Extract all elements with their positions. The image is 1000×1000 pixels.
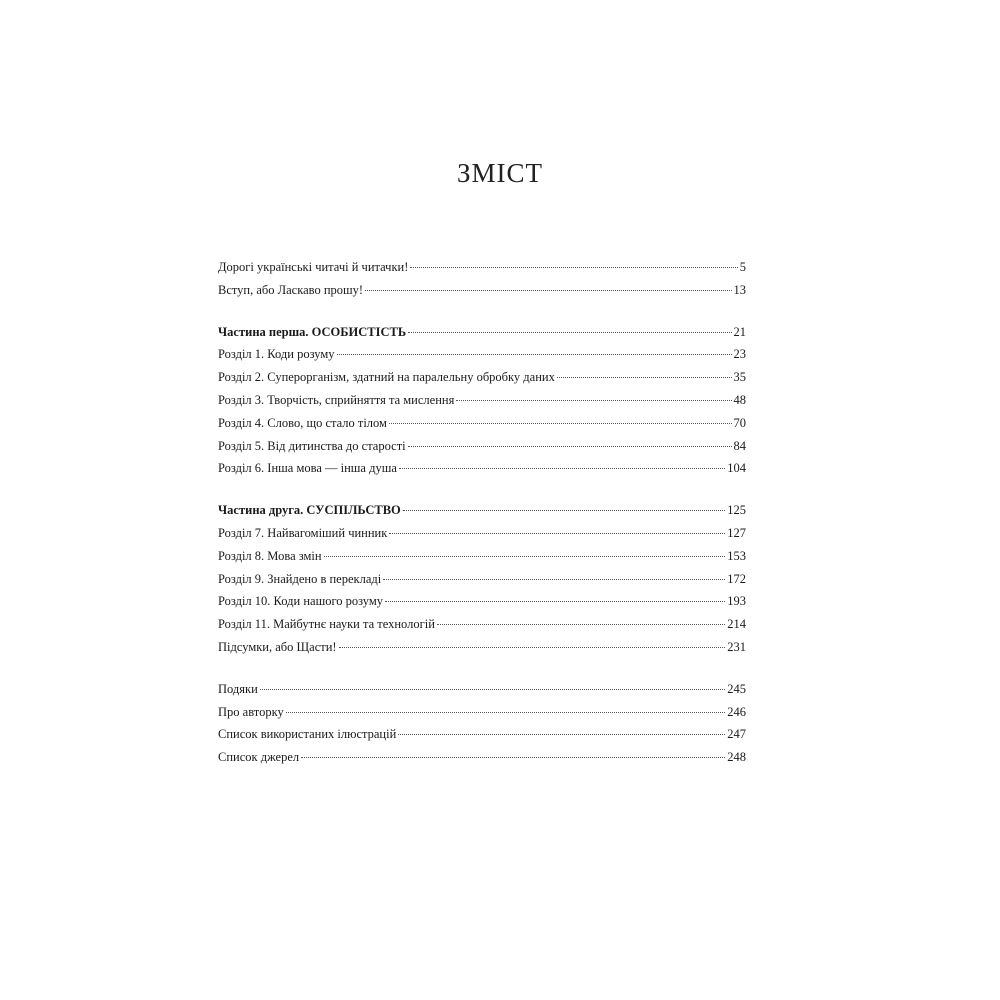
toc-entry xyxy=(218,723,746,746)
dot-leader xyxy=(324,556,726,557)
toc-entry xyxy=(218,389,746,412)
toc-entry-label: Вступ, або Ласкаво прошу! xyxy=(218,282,364,297)
toc-entry-page-number: 193 xyxy=(727,594,746,609)
dot-leader xyxy=(557,377,732,378)
toc-entry xyxy=(218,701,746,724)
toc-entry-label: Розділ 11. Майбутнє науки та технологій xyxy=(218,617,435,632)
dot-leader xyxy=(286,712,726,713)
toc-entry-label: Список використаних ілюстрацій xyxy=(218,727,397,742)
toc-entry-label: Розділ 10. Коди нашого розуму xyxy=(218,594,384,609)
toc-entry-page-number: 125 xyxy=(727,503,746,518)
toc-entry xyxy=(218,435,746,458)
dot-leader xyxy=(403,510,725,511)
toc-entry xyxy=(218,256,746,279)
dot-leader xyxy=(389,533,725,534)
toc-entry-label: Розділ 9. Знайдено в перекладі xyxy=(218,571,382,586)
dot-leader xyxy=(408,332,731,333)
toc-part-heading xyxy=(218,499,746,522)
dot-leader xyxy=(437,624,725,625)
toc-entry-label: Дорогі українські читачі й читачки! xyxy=(218,260,409,274)
toc-entry-label: Розділ 8. Мова змін xyxy=(218,548,322,563)
toc-entry-label: Частина перша. ОСОБИСТІСТЬ xyxy=(218,324,407,339)
toc-entry-label: Розділ 1. Коди розуму xyxy=(218,347,335,362)
toc-group xyxy=(218,499,746,659)
toc-group xyxy=(218,256,746,302)
toc-entry-label: Розділ 6. Інша мова — інша душа xyxy=(218,461,397,476)
dot-leader xyxy=(339,647,726,648)
dot-leader xyxy=(337,354,732,355)
toc-entry-label: Подяки xyxy=(218,681,258,696)
toc-entry-page-number: 23 xyxy=(733,347,746,362)
toc-entry xyxy=(218,343,746,366)
toc-entry-page-number: 247 xyxy=(727,727,746,742)
dot-leader xyxy=(385,601,725,602)
dot-leader xyxy=(456,400,731,401)
toc-entry xyxy=(218,746,746,769)
toc-entry-page-number: 48 xyxy=(733,392,746,407)
toc-group xyxy=(218,678,746,769)
toc-entry xyxy=(218,545,746,568)
dot-leader xyxy=(399,468,725,469)
toc-entry xyxy=(218,366,746,389)
toc-entry-label: Розділ 7. Найвагоміший чинник xyxy=(218,525,388,540)
toc-entry-page-number: 172 xyxy=(727,571,746,586)
toc-entry-page-number: 245 xyxy=(727,681,746,696)
toc-entry xyxy=(218,412,746,435)
toc-entry xyxy=(218,636,746,659)
toc-entry-page-number: 231 xyxy=(727,639,746,654)
toc-entry-page-number: 70 xyxy=(733,415,746,430)
toc-entry xyxy=(218,279,746,302)
toc-entry-label: Список джерел xyxy=(218,750,300,765)
dot-leader xyxy=(408,446,732,447)
dot-leader xyxy=(389,423,732,424)
dot-leader xyxy=(301,757,725,758)
toc-entry-label: Частина друга. СУСПІЛЬСТВО xyxy=(218,503,401,518)
toc-entry-label: Розділ 4. Слово, що стало тілом xyxy=(218,415,387,430)
toc-entry-label: Розділ 5. Від дитинства до старості xyxy=(218,438,406,453)
dot-leader xyxy=(410,267,737,268)
dot-leader xyxy=(398,734,725,735)
toc-entry-page-number: 35 xyxy=(733,370,746,385)
dot-leader xyxy=(260,689,725,690)
toc-entry-label: Розділ 3. Творчість, сприйняття та мислення xyxy=(218,392,455,407)
toc-entry xyxy=(218,590,746,613)
toc-entry-page-number: 84 xyxy=(733,438,746,453)
toc-entry-page-number: 21 xyxy=(733,324,746,339)
toc-entry-page-number: 153 xyxy=(727,548,746,563)
toc-entry-page-number: 246 xyxy=(727,704,746,719)
dot-leader xyxy=(365,290,731,291)
table-of-contents xyxy=(218,256,746,769)
toc-entry-label: Підсумки, або Щасти! xyxy=(218,639,337,654)
toc-entry-label: Розділ 2. Суперорганізм, здатний на паралельну обробку даних xyxy=(218,370,555,385)
dot-leader xyxy=(383,579,725,580)
toc-entry-page-number: 214 xyxy=(727,617,746,632)
toc-part-heading xyxy=(218,321,746,344)
toc-entry xyxy=(218,613,746,636)
toc-entry xyxy=(218,568,746,591)
toc-entry-page-number: 248 xyxy=(727,750,746,765)
toc-entry xyxy=(218,678,746,701)
toc-group xyxy=(218,321,746,481)
toc-entry-page-number: 104 xyxy=(727,461,746,476)
toc-entry xyxy=(218,522,746,545)
toc-entry xyxy=(218,457,746,480)
page-title: ЗМІСТ xyxy=(456,158,544,188)
toc-entry-page-number: 5 xyxy=(739,260,746,274)
toc-entry-page-number: 127 xyxy=(727,525,746,540)
toc-entry-label: Про авторку xyxy=(218,704,284,719)
toc-entry-page-number: 13 xyxy=(733,282,746,297)
